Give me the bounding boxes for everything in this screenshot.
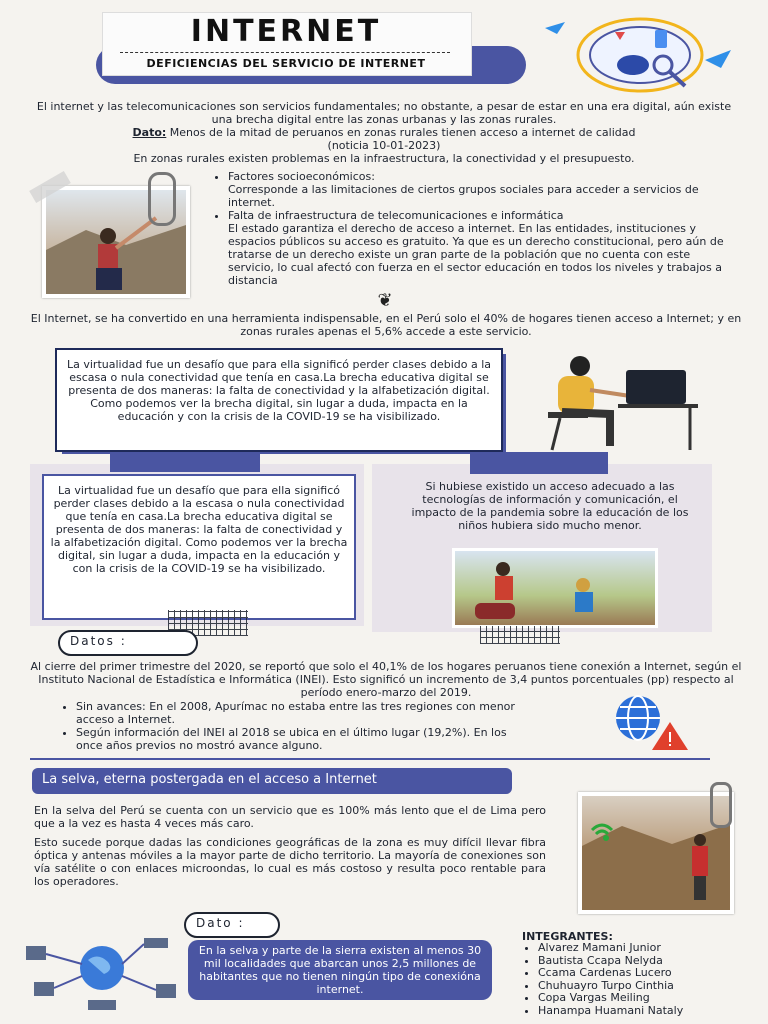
page-subtitle: DEFICIENCIAS DEL SERVICIO DE INTERNET xyxy=(146,57,426,70)
box2: La virtualidad fue un desafío que para ella significó perder clases debido a la escasa o nula conectividad que tenía en casa.La brecha educativa digital se presenta de dos maneras: la falta de conectividad y la alfabetización digital. Como podemos ver la brecha digital, sin lugar a duda, impacta en la educación y con la crisis de la COVID-19 se ha visibilizado. xyxy=(42,474,356,620)
datos-bullets xyxy=(60,700,520,752)
paperclip-icon xyxy=(148,172,176,226)
datos-label: Datos : xyxy=(70,634,127,648)
box1: La virtualidad fue un desafío que para ella significó perder clases debido a la escasa o nula conectividad que tenía en casa.La brecha educativa digital se presenta de dos maneras: la falta de conectividad y la alfabetización digital. Como podemos ver la brecha digital, sin lugar a duda, impacta en la educación y con la crisis de la COVID-19 se ha visibilizado. xyxy=(55,348,503,452)
page-title: INTERNET xyxy=(190,14,382,49)
member-name: • Chuhuayro Turpo Cinthia xyxy=(538,980,752,993)
person-computer-illustration xyxy=(540,350,700,454)
cloud-network-icon xyxy=(545,10,735,100)
integrantes-list xyxy=(522,942,752,1017)
intro-problems: En zonas rurales existen problemas en la infraestructura, la conectividad y el presupuesto. xyxy=(133,152,635,165)
factor-text: El estado garantiza el derecho de acceso a internet. En las entidades, instituciones y espacios públicos su acceso es gratuito. Ya que es un derecho constitucional, pero aún de tratarse de un derecho existe un gran parte de la población que no cuenta con este servicio, lo cual afectó con fuerza en el sector educación en todos los niveles y trabajos a distancia xyxy=(228,222,724,287)
member-name: • Ccama Cardenas Lucero xyxy=(538,967,752,980)
member-name: • Alvarez Mamani Junior xyxy=(538,942,752,955)
network-illustration xyxy=(18,924,184,1016)
factors-list xyxy=(212,170,732,287)
member-name: • Bautista Ccapa Nelyda xyxy=(538,955,752,968)
dato-label: Dato: xyxy=(132,126,167,139)
section-divider xyxy=(30,758,710,760)
factor-item xyxy=(228,170,732,209)
factor-text: Corresponde a las limitaciones de ciertos grupos sociales para acceder a servicios de internet. xyxy=(228,183,699,209)
member-name: • Hanampa Huamani Nataly xyxy=(538,1005,752,1018)
selva-heading: La selva, eterna postergada en el acceso a Internet xyxy=(42,772,377,787)
box2-tab xyxy=(110,454,260,472)
datos-paragraph: Al cierre del primer trimestre del 2020, se reportó que solo el 40,1% de los hogares peruanos tiene conexión a Internet, según el Instituto Nacional de Estadística e Informática (INEI). Esto significó un incremento de 3,4 puntos porcentuales (pp) respecto al período enero-marzo del 2019. xyxy=(30,660,742,699)
dato2-text: En la selva y parte de la sierra existen al menos 30 mil localidades que abarcan unos 2,5 millones de habitantes que no tienen ningún tipo de conexióna internet. xyxy=(188,940,492,1000)
intro-dato xyxy=(30,126,738,139)
box3-tab xyxy=(470,452,608,474)
selva-paragraph-1: En la selva del Perú se cuenta con un servicio que es 100% más lento que el de Lima pero que a la vez es hasta 4 veces más caro. xyxy=(34,804,546,830)
dato-source: (noticia 10-01-2023) xyxy=(327,139,441,152)
factor-title: Falta de infraestructura de telecomunicaciones e informática xyxy=(228,209,564,222)
datos-bullet: • Sin avances: En el 2008, Apurímac no estaba entre las tres regiones con menor acceso a Internet. xyxy=(76,700,520,726)
integrantes-title: INTEGRANTES: xyxy=(522,930,613,943)
selva-paragraph-2: Esto sucede porque dadas las condiciones geográficas de la zona es muy difícil llevar fibra óptica y antenas móviles a la mayor parte de dicho territorio. La mayoría de conexiones son vía satélite o con enlaces microondas, lo cual es más costoso y resulta poco rentable para los operadores. xyxy=(34,836,546,888)
factor-title: Factores socioeconómicos: xyxy=(228,170,375,183)
dato2-label: Dato : xyxy=(196,916,245,930)
title-divider xyxy=(120,52,450,53)
factor-item xyxy=(228,209,732,287)
stat-paragraph: El Internet, se ha convertido en una herramienta indispensable, en el Perú solo el 40% de hogares tienen acceso a Internet; y en zonas rurales apenas el 5,6% accede a este servicio. xyxy=(30,312,742,338)
datos-bullet: • Según información del INEI al 2018 se ubica en el último lugar (19,2%). En los once años previos no mostró avance alguno. xyxy=(76,726,520,752)
dato-text: Menos de la mitad de peruanos en zonas rurales tienen acceso a internet de calidad xyxy=(166,126,636,139)
kids-photo xyxy=(452,548,658,628)
member-name: • Copa Vargas Meiling xyxy=(538,992,752,1005)
grid-decoration xyxy=(480,626,560,644)
paperclip-icon xyxy=(710,782,732,828)
intro-paragraph: El internet y las telecomunicaciones son servicios fundamentales; no obstante, a pesar de estar en una era digital, aún existe una brecha digital entre las zonas urbanas y las zonas rurales. xyxy=(36,100,732,126)
globe-warning-icon xyxy=(598,692,694,752)
box3: Si hubiese existido un acceso adecuado a las tecnologías de información y comunicación, el impacto de la pandemia sobre la educación de los niños hubiera sido mucho menor. xyxy=(411,480,689,532)
ornament-divider: ❦ xyxy=(377,290,393,311)
